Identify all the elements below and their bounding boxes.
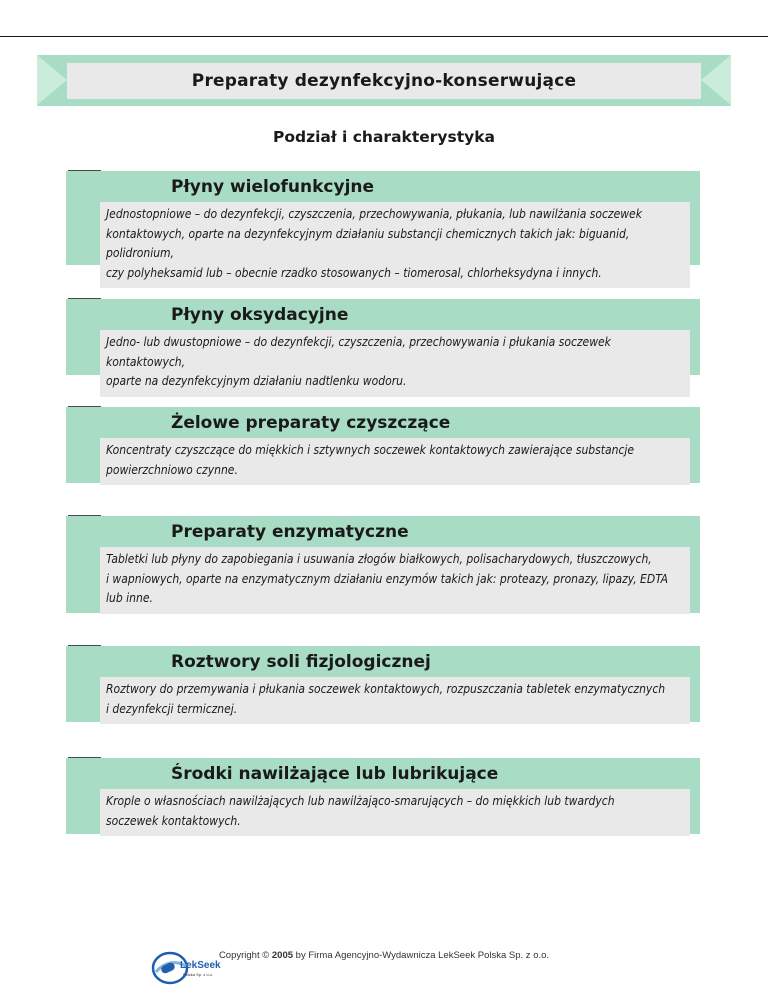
section-c bbox=[66, 407, 700, 483]
section-heading: Preparaty enzymatyczne bbox=[171, 522, 409, 542]
section-heading: Roztwory soli fizjologicznej bbox=[171, 652, 431, 672]
description-line: powierzchniowo czynne. bbox=[106, 462, 238, 477]
section-header bbox=[66, 407, 700, 437]
description-line: kontaktowych, oparte na dezynfekcyjnym działaniu substancji chemicznych takich jak: biguanid, polidronium, bbox=[106, 226, 630, 260]
description-line: Krople o własnościach nawilżających lub nawilżająco-smarujących – do miękkich lub twardych bbox=[106, 794, 615, 808]
logo-subtext: Polska Sp. z o.o. bbox=[183, 972, 214, 977]
section-heading: Płyny oksydacyjne bbox=[171, 305, 349, 325]
section-heading: Środki nawilżające lub lubrikujące bbox=[171, 764, 499, 784]
section-header bbox=[66, 299, 700, 329]
section-heading: Płyny wielofunkcyjne bbox=[171, 177, 375, 197]
banner-bevel-right bbox=[701, 55, 731, 105]
description-line: oparte na dezynfekcyjnym działaniu nadtlenku wodoru. bbox=[106, 374, 407, 388]
section-description bbox=[100, 789, 690, 836]
section-description bbox=[100, 330, 690, 397]
section-b bbox=[66, 299, 700, 388]
logo-wordmark: LekSeek bbox=[180, 960, 221, 971]
section-description bbox=[100, 438, 690, 485]
section-description bbox=[100, 677, 690, 724]
section-header bbox=[66, 646, 700, 676]
description-line: czy polyheksamid lub – obecnie rzadko stosowanych – tiomerosal, chlorheksydyna i innych. bbox=[106, 265, 602, 280]
copyright-suffix: by Firma Agencyjno-Wydawnicza LekSeek Polska Sp. z o.o. bbox=[295, 950, 550, 961]
section-description bbox=[100, 202, 690, 288]
page-title: Preparaty dezynfekcyjno-konserwujące bbox=[191, 71, 577, 91]
description-line: Roztwory do przemywania i płukania soczewek kontaktowych, rozpuszczania tabletek enzymatycznych bbox=[106, 682, 666, 696]
banner-bevel-left bbox=[37, 55, 67, 105]
section-header bbox=[66, 758, 700, 788]
section-header bbox=[66, 516, 700, 546]
section-a bbox=[66, 171, 700, 280]
section-f bbox=[66, 758, 700, 834]
page-subtitle: Podział i charakterystyka bbox=[272, 128, 496, 146]
section-header bbox=[66, 171, 700, 201]
section-e bbox=[66, 646, 700, 722]
description-line: Tabletki lub płyny do zapobiegania i usuwania złogów białkowych, polisacharydowych, tłuszczowych, bbox=[106, 552, 652, 566]
section-heading: Żelowe preparaty czyszczące bbox=[171, 413, 451, 433]
copyright-footer bbox=[0, 950, 768, 961]
section-description bbox=[100, 547, 690, 614]
description-line: Jednostopniowe – do dezynfekcji, czyszczenia, przechowywania, płukania, lub nawilżania soczewek bbox=[106, 207, 642, 221]
copyright-prefix: Copyright © bbox=[218, 950, 270, 961]
description-line: i dezynfekcji termicznej. bbox=[106, 701, 238, 716]
title-banner bbox=[37, 55, 731, 106]
title-panel bbox=[67, 63, 701, 99]
section-d bbox=[66, 516, 700, 613]
description-line: Koncentraty czyszczące do miękkich i sztywnych soczewek kontaktowych zawierające substancje bbox=[106, 443, 635, 457]
copyright-year: 2005 bbox=[271, 950, 294, 961]
description-line: i wapniowych, oparte na enzymatycznym działaniu enzymów takich jak: proteazy, pronazy, lipazy, EDTA bbox=[106, 571, 669, 586]
description-line: Jedno- lub dwustopniowe – do dezynfekcji, czyszczenia, przechowywania i płukania soczewek kontaktowych, bbox=[106, 335, 611, 369]
description-line: lub inne. bbox=[106, 591, 153, 605]
lekseek-logo-icon bbox=[150, 946, 228, 988]
top-rule bbox=[0, 36, 768, 37]
description-line: soczewek kontaktowych. bbox=[106, 813, 241, 828]
